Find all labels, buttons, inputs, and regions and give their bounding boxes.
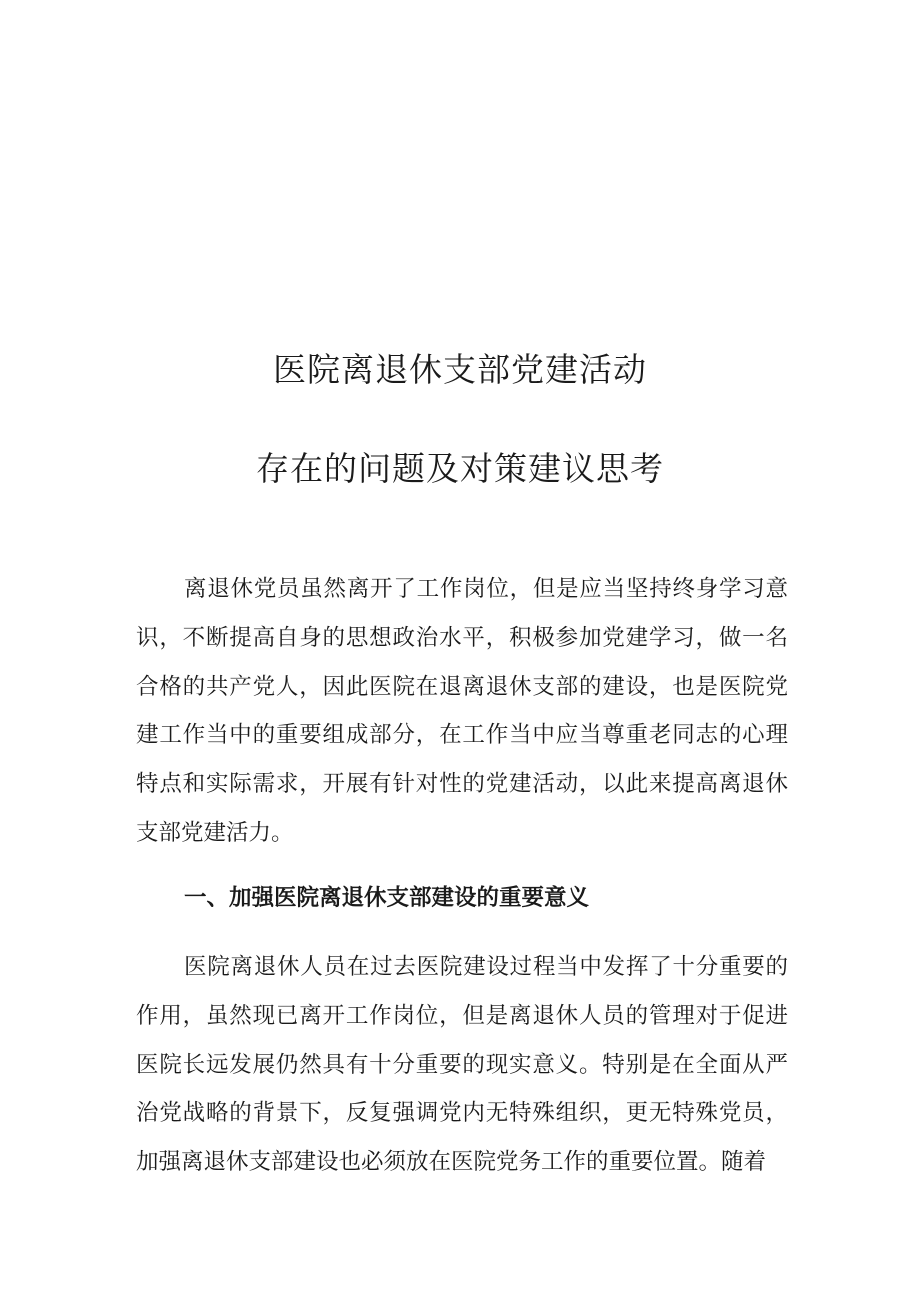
document-title-line-1: 医院离退休支部党建活动: [273, 350, 647, 390]
section-1-paragraph: 医院离退休人员在过去医院建设过程当中发挥了十分重要的作用，虽然现已离开工作岗位，但是离退休人员的管理对于促进医院长远发展仍然具有十分重要的现实意义。特别是在全面从严治党战略的背景下，反复强调党内无特殊组织，更无特殊党员，加强离退休支部建设也必须放在医院党务工作的重要位置。随着: [136, 954, 788, 1176]
document-title-line-2: 存在的问题及对策建议思考: [256, 449, 664, 489]
section-1-heading: 一、加强医院离退休支部建设的重要意义: [184, 885, 590, 911]
intro-paragraph: 离退休党员虽然离开了工作岗位，但是应当坚持终身学习意识，不断提高自身的思想政治水平，积极参加党建学习，做一名合格的共产党人，因此医院在退离退休支部的建设，也是医院党建工作当中的重要组成部分，在工作当中应当尊重老同志的心理特点和实际需求，开展有针对性的党建活动，以此来提高离退休支部党建活力。: [136, 576, 788, 846]
